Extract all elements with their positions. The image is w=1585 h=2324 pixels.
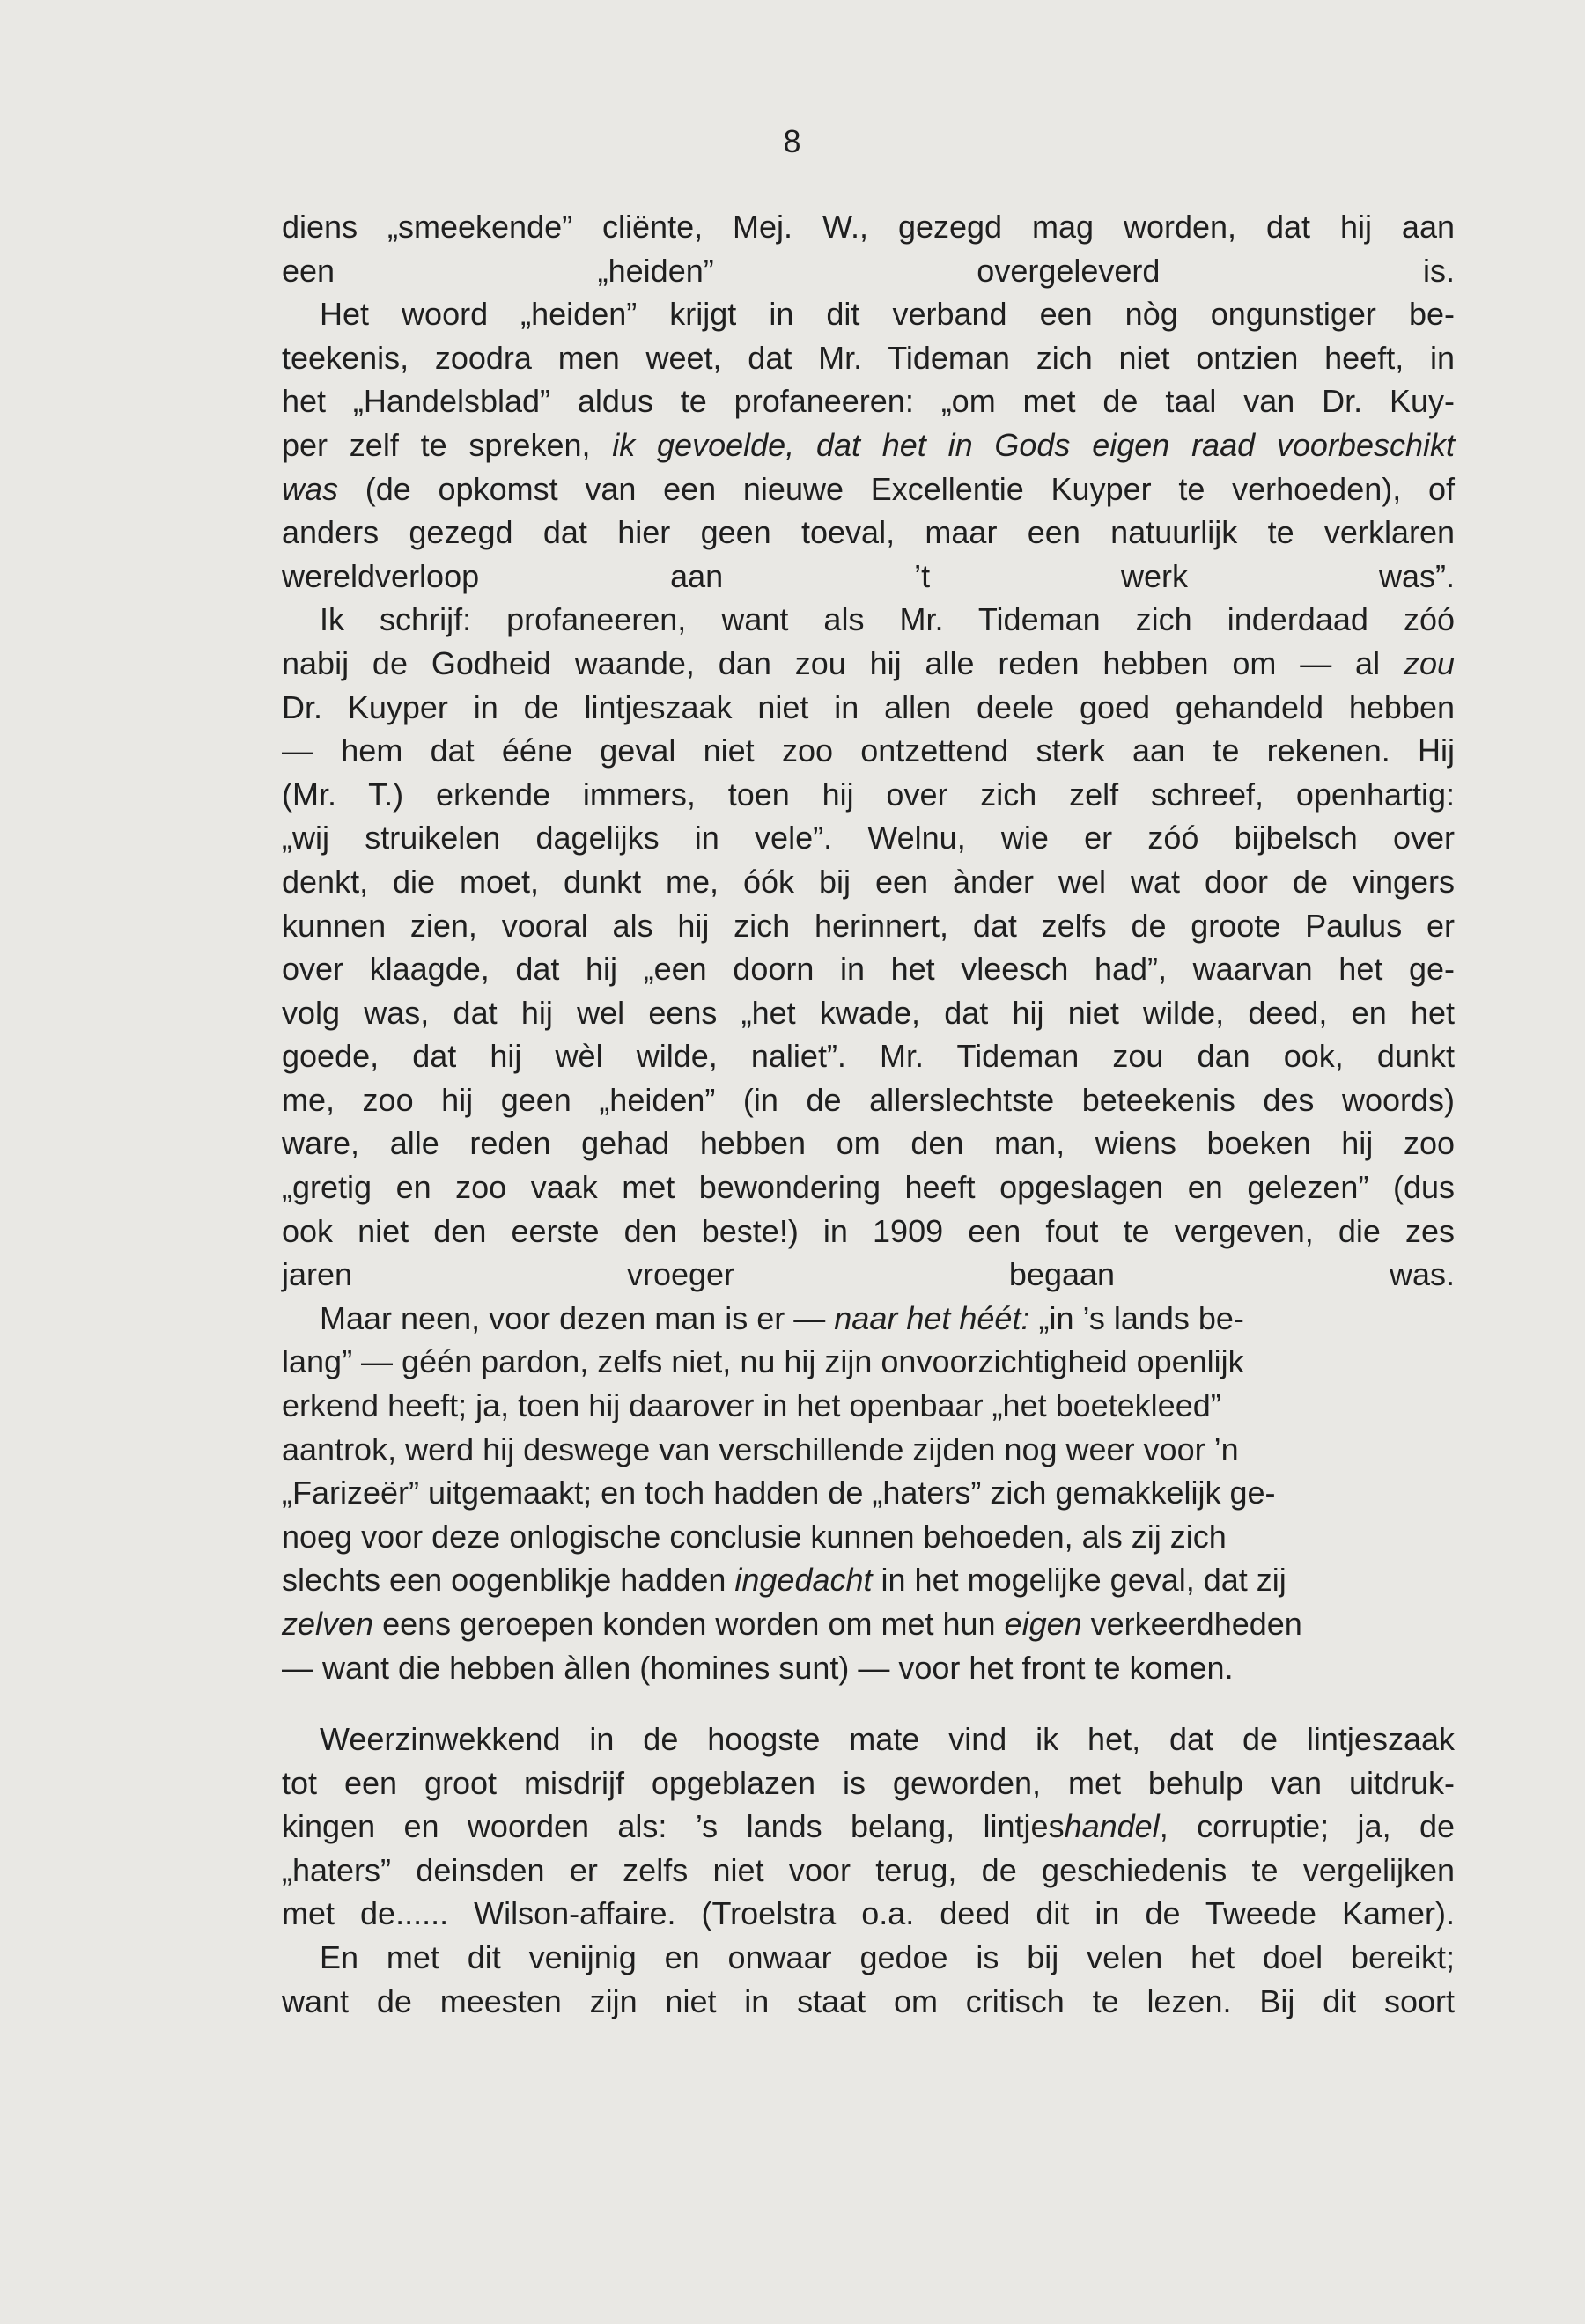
text-run: diens „smeekende” cliënte, Mej. W., gezegd mag worden, dat hij aan [282, 209, 1455, 245]
paragraph [282, 1717, 1455, 1936]
text-run: jaren vroeger begaan was. [282, 1256, 1455, 1293]
paragraph [282, 598, 1455, 1297]
text-run: anders gezegd dat hier geen toeval, maar een natuurlijk te verklaren [282, 514, 1455, 551]
italic-text: ik gevoelde, dat het in Gods eigen raad voorbeschikt [612, 426, 1455, 463]
text-run: Maar neen, voor dezen man is er — [320, 1299, 835, 1336]
text-run: „Farizeër” uitgemaakt; en toch hadden de „haters” zich gemakkelijk ge- [282, 1475, 1276, 1511]
paragraph [282, 205, 1455, 292]
text-run: noeg voor deze onlogische conclusie kunnen behoeden, als zij zich [282, 1518, 1227, 1555]
paragraph [282, 1936, 1455, 2023]
paragraph [282, 1297, 1455, 1689]
italic-text: zelven [282, 1606, 374, 1642]
text-run: in het mogelijke geval, dat zij [872, 1562, 1286, 1599]
text-run: Het woord „heiden” krijgt in dit verband een nòg ongunstiger be- [320, 296, 1455, 333]
text-run: nabij de Godheid waande, dan zou hij alle reden hebben om — al [282, 644, 1404, 681]
text-run: kunnen zien, vooral als hij zich herinnert, dat zelfs de groote Paulus er [282, 907, 1455, 944]
text-run: verkeerdheden [1081, 1606, 1302, 1642]
italic-text: eigen [1004, 1606, 1082, 1642]
text-section-1 [282, 205, 1455, 1689]
italic-text: ingedacht [734, 1562, 873, 1599]
text-run: Weerzinwekkend in de hoogste mate vind ik het, dat de lintjeszaak [320, 1721, 1455, 1757]
text-run: met de...... Wilson-affaire. (Troelstra o.a. deed dit in de Tweede Kamer). [282, 1895, 1455, 1932]
text-run: tot een groot misdrijf opgeblazen is geworden, met behulp van uitdruk- [282, 1764, 1455, 1801]
text-run: een „heiden” overgeleverd is. [282, 252, 1455, 289]
text-run: me, zoo hij geen „heiden” (in de allerslechtste beteekenis des woords) [282, 1081, 1455, 1118]
text-run: kingen en woorden als: ’s lands belang, lintjes [282, 1808, 1065, 1845]
text-run: „haters” deinsden er zelfs niet voor terug, de geschiedenis te vergelijken [282, 1851, 1455, 1888]
italic-text: naar het héét: [834, 1299, 1030, 1336]
text-run: , corruptie; ja, de [1159, 1808, 1456, 1845]
italic-text: was [282, 470, 339, 507]
text-run: het „Handelsblad” aldus te profaneeren: „om met de taal van Dr. Kuy- [282, 383, 1455, 420]
italic-text: zou [1403, 644, 1455, 681]
text-run: (Mr. T.) erkende immers, toen hij over zich zelf schreef, openhartig: [282, 776, 1455, 813]
text-run: erkend heeft; ja, toen hij daarover in het openbaar „het boetekleed” [282, 1387, 1221, 1424]
text-run: denkt, die moet, dunkt me, óók bij een ànder wel wat door de vingers [282, 863, 1455, 900]
italic-text: handel [1064, 1808, 1160, 1845]
text-run: lang” — géén pardon, zelfs niet, nu hij zijn onvoorzichtigheid openlijk [282, 1343, 1244, 1380]
text-run: Ik schrijf: profaneeren, want als Mr. Tideman zich inderdaad zóó [320, 601, 1455, 638]
text-run: slechts een oogenblikje hadden [282, 1562, 735, 1599]
page-number: 8 [783, 123, 802, 159]
text-run: per zelf te spreken, [282, 426, 613, 463]
text-run: ook niet den eerste den beste!) in 1909 een fout te vergeven, die zes [282, 1212, 1455, 1249]
text-run: „in ’s lands be- [1029, 1299, 1244, 1336]
text-run: goede, dat hij wèl wilde, naliet”. Mr. Tideman zou dan ook, dunkt [282, 1038, 1455, 1075]
paragraph [282, 292, 1455, 598]
text-run: volg was, dat hij wel eens „het kwade, dat hij niet wilde, deed, en het [282, 994, 1455, 1031]
text-run: teekenis, zoodra men weet, dat Mr. Tideman zich niet ontzien heeft, in [282, 339, 1455, 376]
text-run: — hem dat ééne geval niet zoo ontzettend sterk aan te rekenen. Hij [282, 732, 1455, 769]
text-run: over klaagde, dat hij „een doorn in het vleesch had”, waarvan het ge- [282, 951, 1455, 988]
text-run: „wij struikelen dagelijks in vele”. Welnu, wie er zóó bijbelsch over [282, 820, 1455, 857]
text-run: — want die hebben àllen (homines sunt) — voor het front te komen. [282, 1649, 1234, 1686]
text-run: aantrok, werd hij deswege van verschillende zijden nog weer voor ’n [282, 1430, 1239, 1467]
text-run: ware, alle reden gehad hebben om den man, wiens boeken hij zoo [282, 1125, 1455, 1162]
text-section-2 [282, 1717, 1455, 2023]
text-run: (de opkomst van een nieuwe Excellentie Kuyper te verhoeden), of [338, 470, 1455, 507]
text-run: eens geroepen konden worden om met hun [373, 1606, 1005, 1642]
text-run: En met dit venijnig en onwaar gedoe is bij velen het doel bereikt; [320, 1938, 1455, 1975]
text-run: want de meesten zijn niet in staat om critisch te lezen. Bij dit soort [282, 1982, 1455, 2019]
text-run: wereldverloop aan ’t werk was”. [282, 557, 1455, 594]
text-run: Dr. Kuyper in de lintjeszaak niet in allen deele goed gehandeld hebben [282, 688, 1455, 725]
text-run: „gretig en zoo vaak met bewondering heeft opgeslagen en gelezen” (dus [282, 1169, 1455, 1206]
